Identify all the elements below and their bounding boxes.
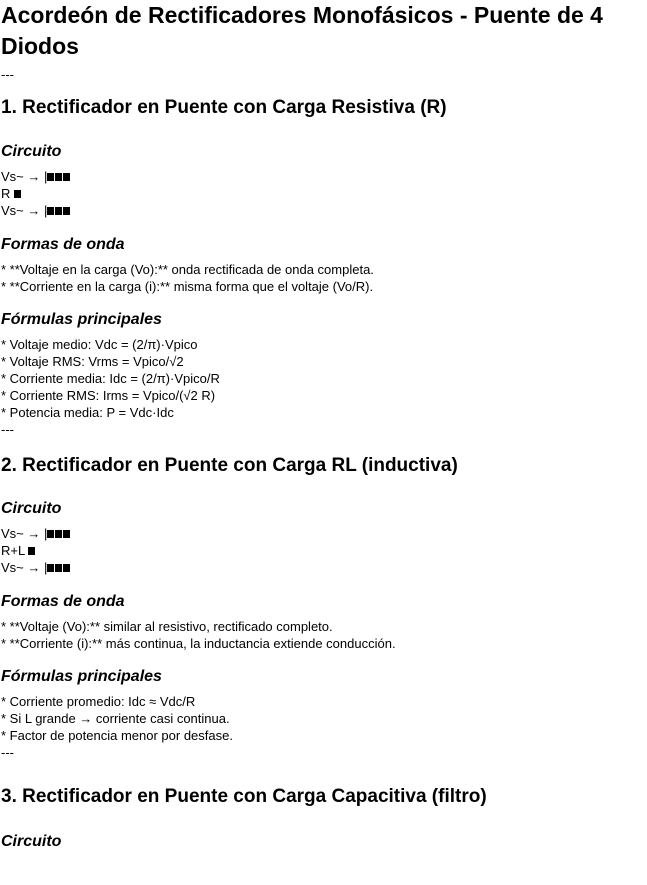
- waveforms-label: Formas de onda: [1, 593, 125, 610]
- formula-item: * Corriente media: Idc = (2/π)·Vpico/R: [1, 371, 220, 386]
- circuit-line: Vs~ → |: [1, 525, 647, 542]
- circuit-line: R: [1, 185, 647, 202]
- formula-item: * Si L grande → corriente casi continua.: [1, 711, 230, 726]
- circuit-label: Circuito: [1, 833, 62, 850]
- document-title: Acordeón de Rectificadores Monofásicos - Puente de 4 Diodos: [1, 2, 603, 59]
- circuit-line: Vs~ → |: [1, 202, 647, 219]
- section-heading: 1. Rectificador en Puente con Carga Resistiva (R): [1, 97, 447, 118]
- section-heading: 2. Rectificador en Puente con Carga RL (inductiva): [1, 455, 458, 476]
- formula-item: * Corriente RMS: Irms = Vpico/(√2 R): [1, 388, 216, 403]
- separator: ---: [1, 745, 14, 760]
- section-inductive: [1, 454, 647, 761]
- circuit-line: Vs~ → |: [1, 559, 647, 576]
- separator: ---: [1, 67, 14, 82]
- formula-item: * Factor de potencia menor por desfase.: [1, 728, 233, 743]
- waveform-item: * **Voltaje en la carga (Vo):** onda rectificada de onda completa.: [1, 262, 374, 277]
- circuit-label: Circuito: [1, 143, 62, 160]
- formula-item: * Voltaje RMS: Vrms = Vpico/√2: [1, 354, 184, 369]
- formulas-label: Fórmulas principales: [1, 311, 162, 328]
- separator: ---: [1, 422, 14, 437]
- waveform-item: * **Corriente (i):** más continua, la inductancia extiende conducción.: [1, 636, 396, 651]
- waveform-item: * **Voltaje (Vo):** similar al resistivo, rectificado completo.: [1, 619, 333, 634]
- circuit-line: Vs~ → |: [1, 168, 647, 185]
- waveform-item: * **Corriente en la carga (i):** misma forma que el voltaje (Vo/R).: [1, 279, 374, 294]
- waveforms-label: Formas de onda: [1, 236, 125, 253]
- formula-item: * Voltaje medio: Vdc = (2/π)·Vpico: [1, 337, 198, 352]
- circuit-line: R+L: [1, 542, 647, 559]
- circuit-diagram: [1, 168, 647, 219]
- section-resistive: [1, 96, 647, 438]
- formula-item: * Potencia media: P = Vdc·Idc: [1, 405, 174, 420]
- circuit-label: Circuito: [1, 500, 62, 517]
- section-capacitive: [1, 785, 647, 852]
- formula-item: * Corriente promedio: Idc ≈ Vdc/R: [1, 694, 196, 709]
- formulas-label: Fórmulas principales: [1, 668, 162, 685]
- circuit-diagram: [1, 525, 647, 576]
- section-heading: 3. Rectificador en Puente con Carga Capacitiva (filtro): [1, 786, 487, 807]
